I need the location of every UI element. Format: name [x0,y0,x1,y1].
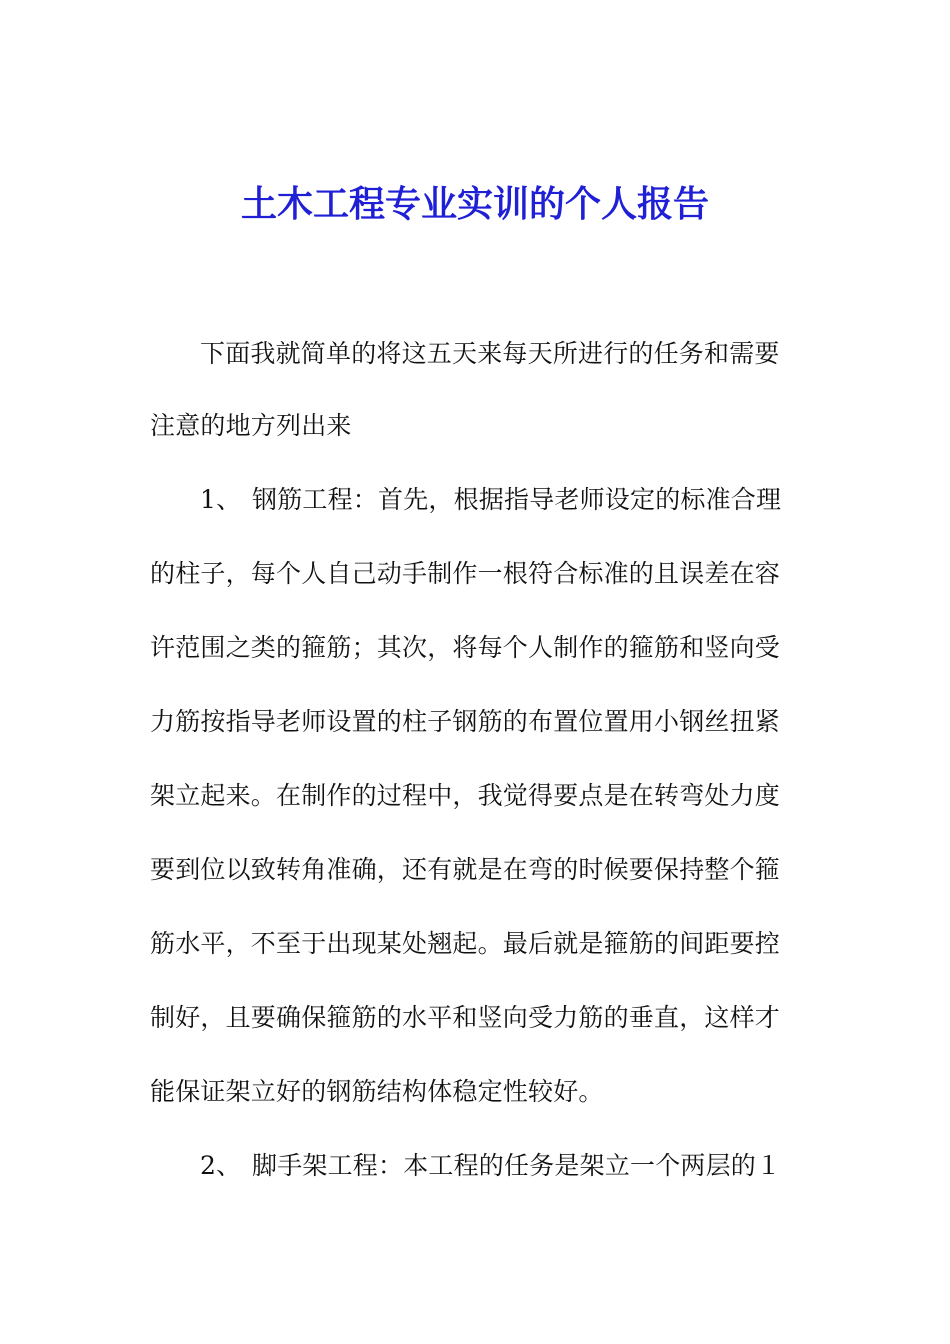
list-item-1-line-2: 的柱子，每个人自己动手制作一根符合标准的且误差在容 [150,559,781,588]
document-title: 土木工程专业实训的个人报告 [240,183,709,225]
list-item-1-number: 1、 [200,485,242,514]
list-item-1-line-8: 制好，且要确保箍筋的水平和竖向受力筋的垂直，这样才 [150,1003,781,1032]
list-item-1-line-1: 钢筋工程：首先，根据指导老师设定的标准合理 [252,485,782,514]
list-item-1-line-6: 要到位以致转角准确，还有就是在弯的时候要保持整个箍 [150,855,781,884]
list-item-2-number: 2、 [200,1151,242,1180]
list-item-2-line-1: 脚手架工程：本工程的任务是架立一个两层的１ [252,1151,782,1180]
list-item-1-line-3: 许范围之类的箍筋；其次，将每个人制作的箍筋和竖向受 [150,633,781,662]
list-item-1-line-9: 能保证架立好的钢筋结构体稳定性较好。 [150,1077,604,1106]
paragraph-1-line-1: 下面我就简单的将这五天来每天所进行的任务和需要 [200,339,780,368]
list-item-1-line-7: 筋水平，不至于出现某处翘起。最后就是箍筋的间距要控 [150,929,781,958]
list-item-1-first-line [200,480,860,520]
list-item-1-line-4: 力筋按指导老师设置的柱子钢筋的布置位置用小钢丝扭紧 [150,707,781,736]
paragraph-1-line-2: 注意的地方列出来 [150,411,352,440]
list-item-1-line-5: 架立起来。在制作的过程中，我觉得要点是在转弯处力度 [150,781,781,810]
list-item-2-first-line [200,1146,860,1186]
